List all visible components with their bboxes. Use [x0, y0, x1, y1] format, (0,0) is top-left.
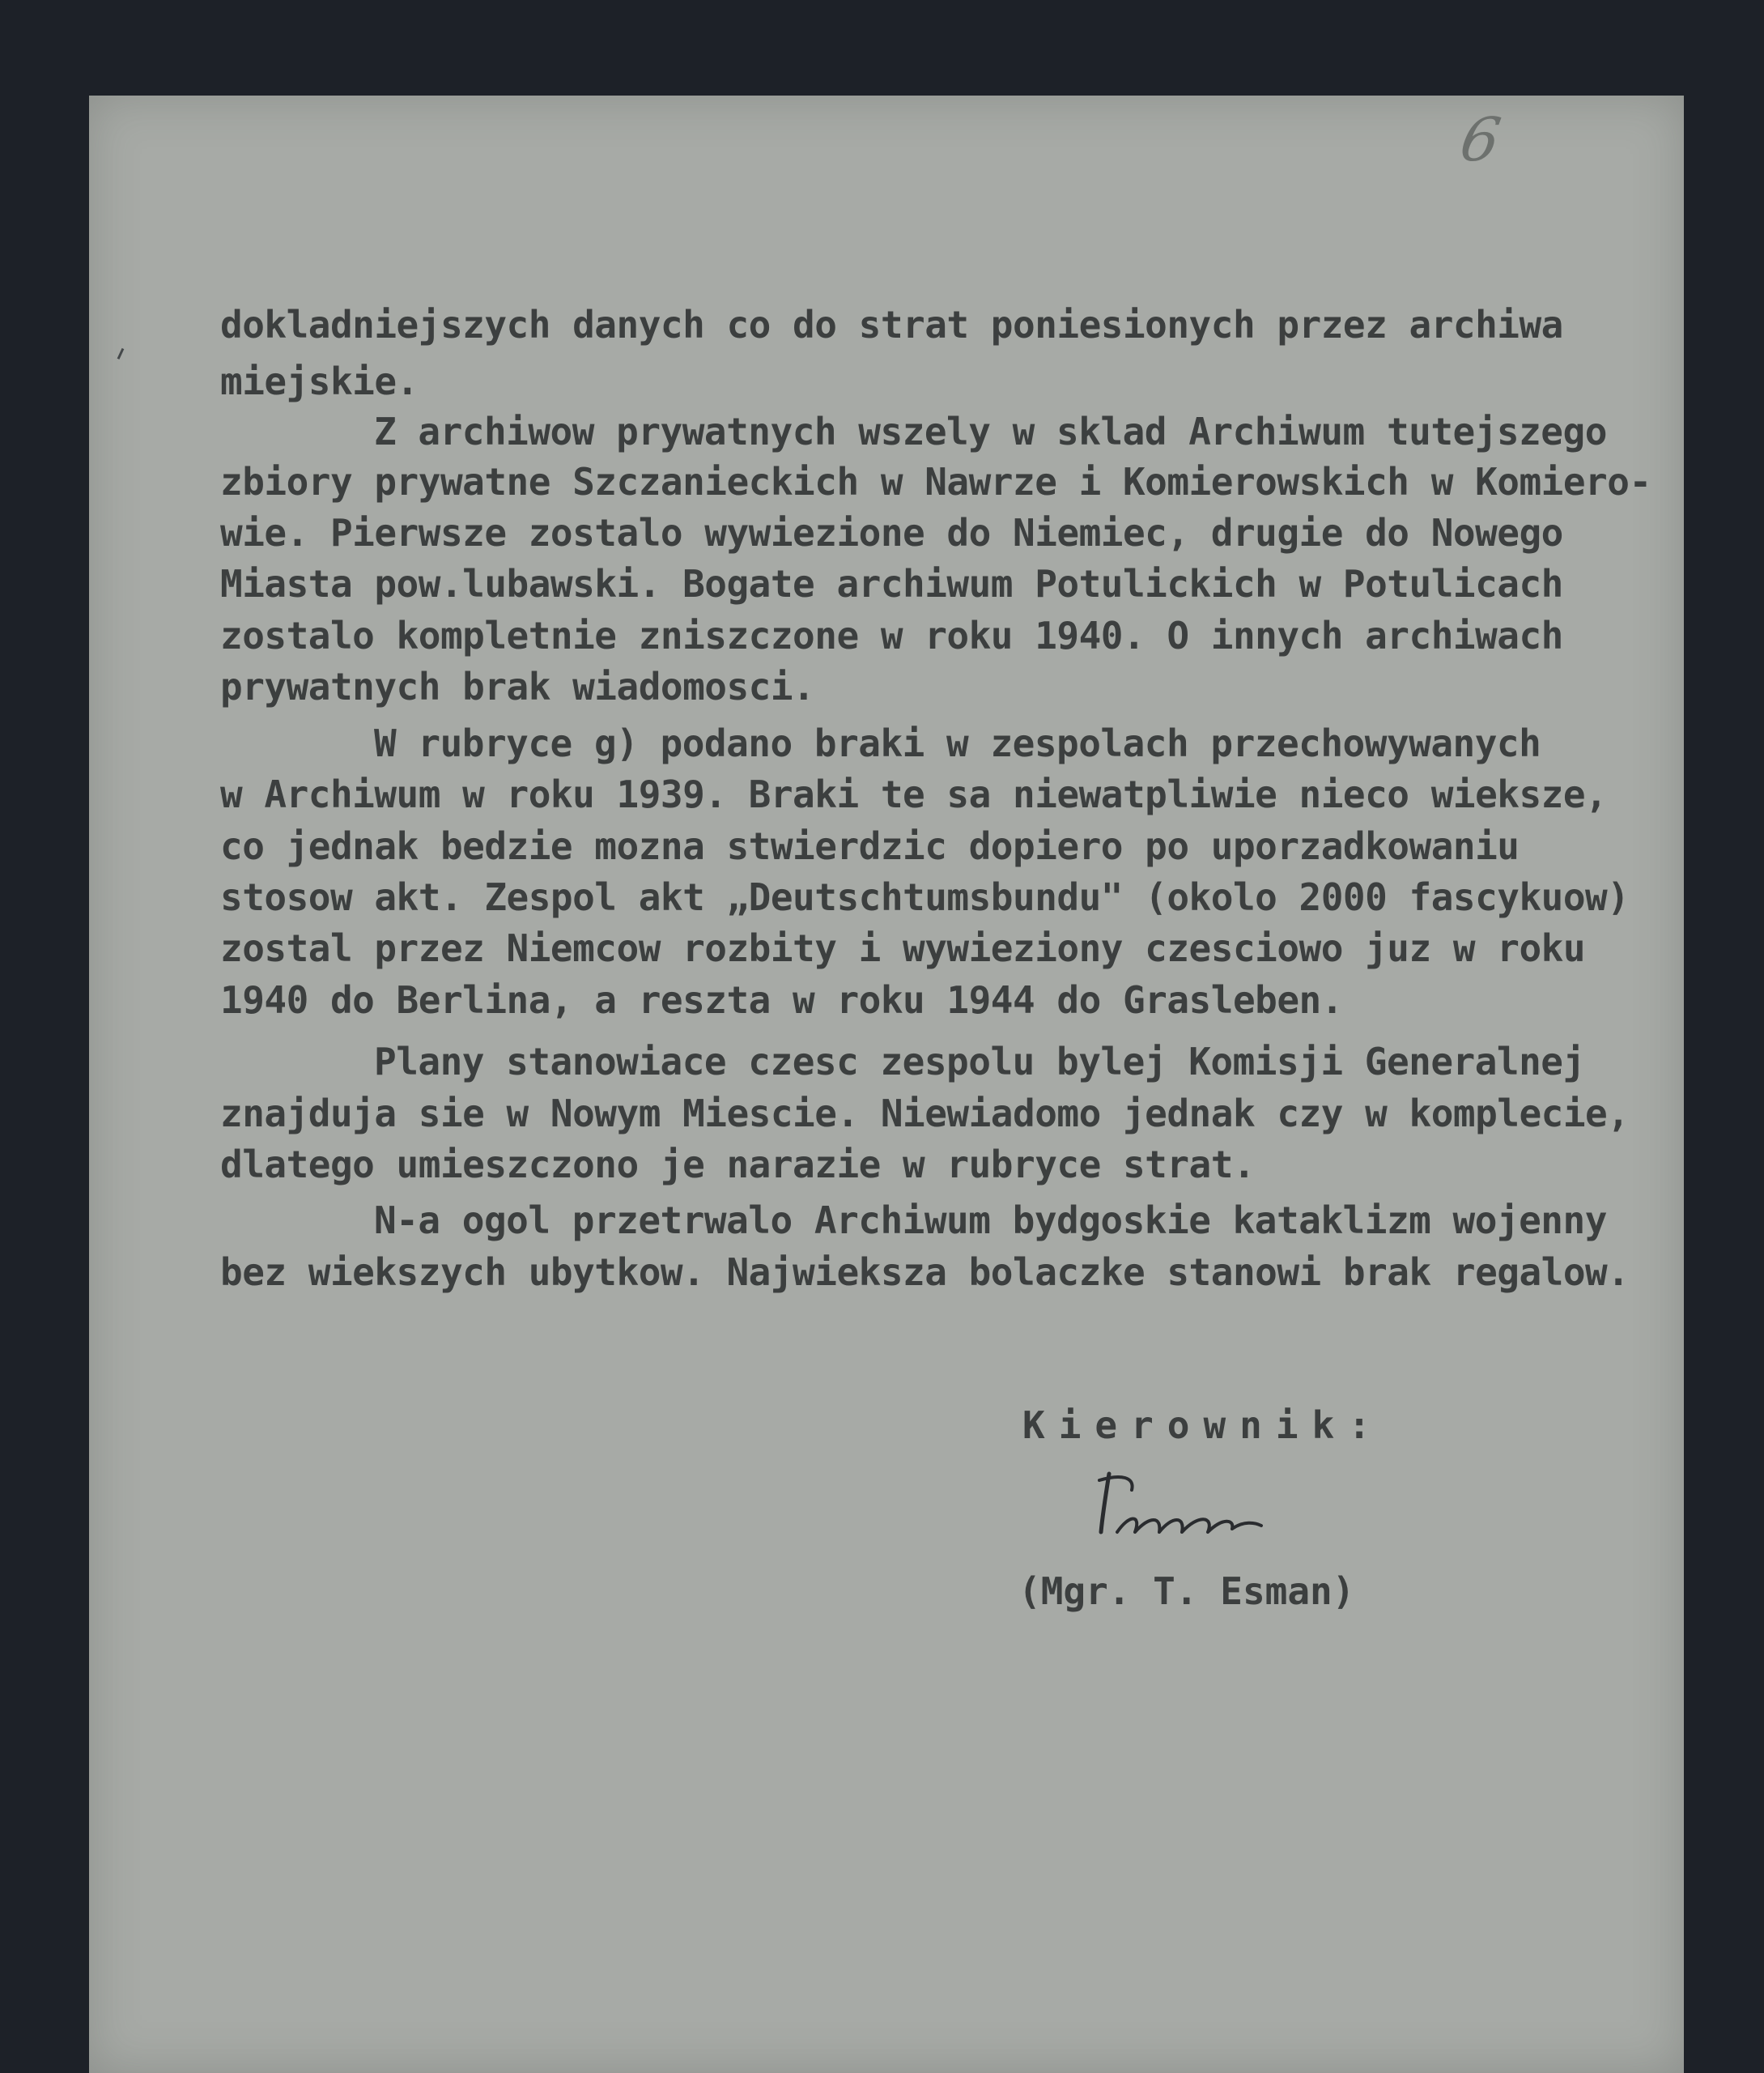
text-line-3: Z archiwow prywatnych wszely w sklad Archiwum tutejszego — [374, 410, 1607, 453]
text-line-15: Plany stanowiace czesc zespolu bylej Komisji Generalnej — [374, 1040, 1585, 1083]
text-line-17: dlatego umieszczono je narazie w rubryce strat. — [220, 1143, 1256, 1186]
text-line-5: wie. Pierwsze zostalo wywiezione do Niemiec, drugie do Nowego — [220, 511, 1563, 555]
handwritten-signature — [1085, 1458, 1287, 1547]
text-line-4: zbiory prywatne Szczanieckich w Nawrze i Komierowskich w Komiero- — [220, 460, 1651, 504]
text-line-11: co jednak bedzie mozna stwierdzic dopiero po uporzadkowaniu — [220, 824, 1520, 868]
page-number: 6 — [1455, 105, 1506, 175]
signatory-name: (Mgr. T. Esman) — [1018, 1569, 1355, 1613]
text-line-18: N-a ogol przetrwalo Archiwum bydgoskie kataklizm wojenny — [374, 1198, 1607, 1242]
text-line-13: zostal przez Niemcow rozbity i wywieziony czesciowo juz w roku — [220, 926, 1586, 970]
text-line-7: zostalo kompletnie zniszczone w roku 1940. O innych archiwach — [220, 614, 1563, 658]
text-line-10: w Archiwum w roku 1939. Braki te sa niewatpliwie nieco wieksze, — [220, 773, 1608, 816]
text-line-19: bez wiekszych ubytkow. Najwieksza bolaczke stanowi brak regalow. — [220, 1250, 1630, 1294]
text-line-9: W rubryce g) podano braki w zespolach przechowywanych — [374, 722, 1541, 765]
text-line-12: stosow akt. Zespol akt „Deutschtumsbundu" (okolo 2000 fascykuow) — [220, 875, 1630, 919]
text-line-1: dokladniejszych danych co do strat poniesionych przez archiwa — [220, 303, 1563, 347]
text-line-8: prywatnych brak wiadomosci. — [220, 665, 815, 709]
text-line-2: miejskie. — [220, 360, 419, 403]
text-line-6: Miasta pow.lubawski. Bogate archiwum Potulickich w Potulicach — [220, 562, 1563, 606]
text-line-16: znajduja sie w Nowym Miescie. Niewiadomo jednak czy w komplecie, — [220, 1092, 1630, 1135]
text-line-14: 1940 do Berlina, a reszta w roku 1944 do Grasleben. — [220, 978, 1343, 1022]
signatory-title: Kierownik: — [1022, 1403, 1384, 1447]
